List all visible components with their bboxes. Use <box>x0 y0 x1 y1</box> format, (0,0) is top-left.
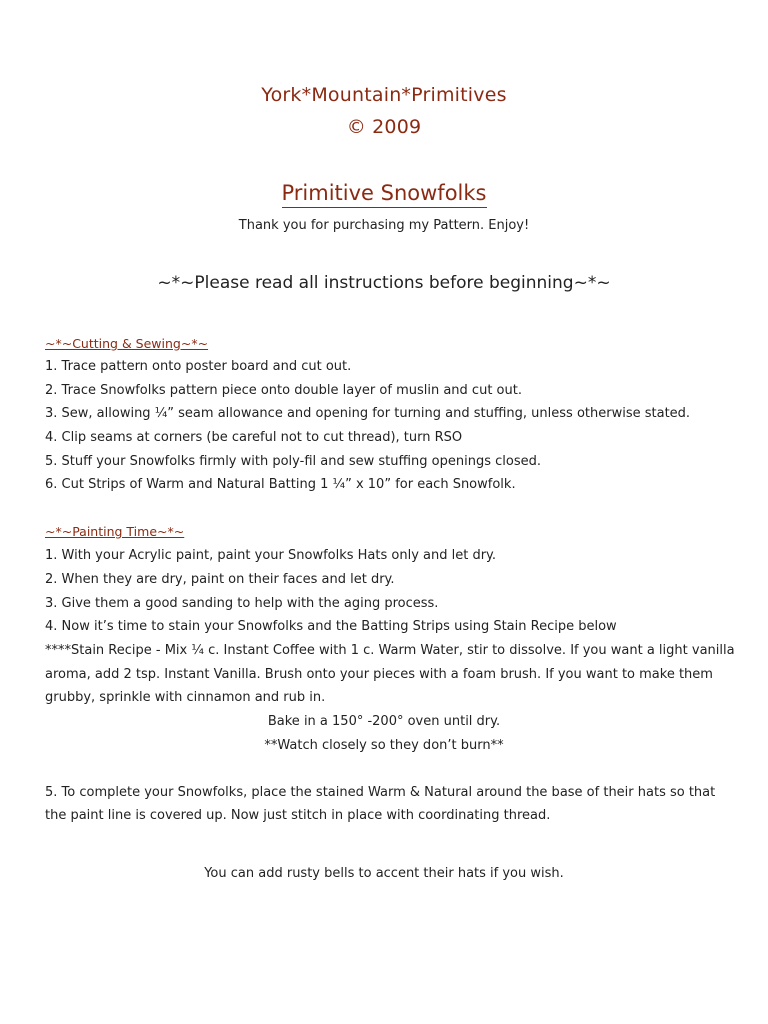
cutting-step: 4. Clip seams at corners (be careful not to cut thread), turn RSO <box>45 430 463 445</box>
cutting-step: 5. Stuff your Snowfolks firmly with poly-fil and sew stuffing openings closed. <box>45 454 541 469</box>
title-container <box>0 180 768 208</box>
bake-instruction: Bake in a 150° -200° oven until dry. <box>267 714 501 729</box>
complete-step: 5. To complete your Snowfolks, place the stained Warm & Natural around the base of their hats so that <box>45 785 716 800</box>
cutting-step: 3. Sew, allowing ¼” seam allowance and opening for turning and stuffing, unless otherwise stated. <box>45 406 691 421</box>
cutting-step: 2. Trace Snowfolks pattern piece onto double layer of muslin and cut out. <box>45 383 522 398</box>
section-heading-cutting: ~*~Cutting & Sewing~*~ <box>45 336 209 351</box>
read-instructions-note: ~*~Please read all instructions before beginning~*~ <box>157 273 611 293</box>
watch-warning: **Watch closely so they don’t burn** <box>264 738 504 753</box>
painting-step: 1. With your Acrylic paint, paint your Snowfolks Hats only and let dry. <box>45 548 497 563</box>
thank-you-note: Thank you for purchasing my Pattern. Enjoy! <box>238 218 530 233</box>
brand-name: York*Mountain*Primitives <box>261 84 507 106</box>
complete-step: the paint line is covered up. Now just stitch in place with coordinating thread. <box>45 808 551 823</box>
painting-step: 4. Now it’s time to stain your Snowfolks and the Batting Strips using Stain Recipe below <box>45 619 617 634</box>
stain-recipe-line: ****Stain Recipe - Mix ¼ c. Instant Coffee with 1 c. Warm Water, stir to dissolve. If you want a light vanilla <box>45 643 735 658</box>
cutting-step: 6. Cut Strips of Warm and Natural Batting 1 ¼” x 10” for each Snowfolk. <box>45 477 516 492</box>
closing-note: You can add rusty bells to accent their hats if you wish. <box>204 866 564 881</box>
painting-step: 3. Give them a good sanding to help with the aging process. <box>45 596 439 611</box>
page-title: Primitive Snowfolks <box>282 180 487 208</box>
stain-recipe-line: aroma, add 2 tsp. Instant Vanilla. Brush onto your pieces with a foam brush. If you want to make them <box>45 667 713 682</box>
painting-step: 2. When they are dry, paint on their faces and let dry. <box>45 572 395 587</box>
copyright-line: © 2009 <box>346 116 422 138</box>
stain-recipe-line: grubby, sprinkle with cinnamon and rub in. <box>45 690 326 705</box>
section-heading-painting: ~*~Painting Time~*~ <box>45 524 185 539</box>
cutting-step: 1. Trace pattern onto poster board and cut out. <box>45 359 352 374</box>
